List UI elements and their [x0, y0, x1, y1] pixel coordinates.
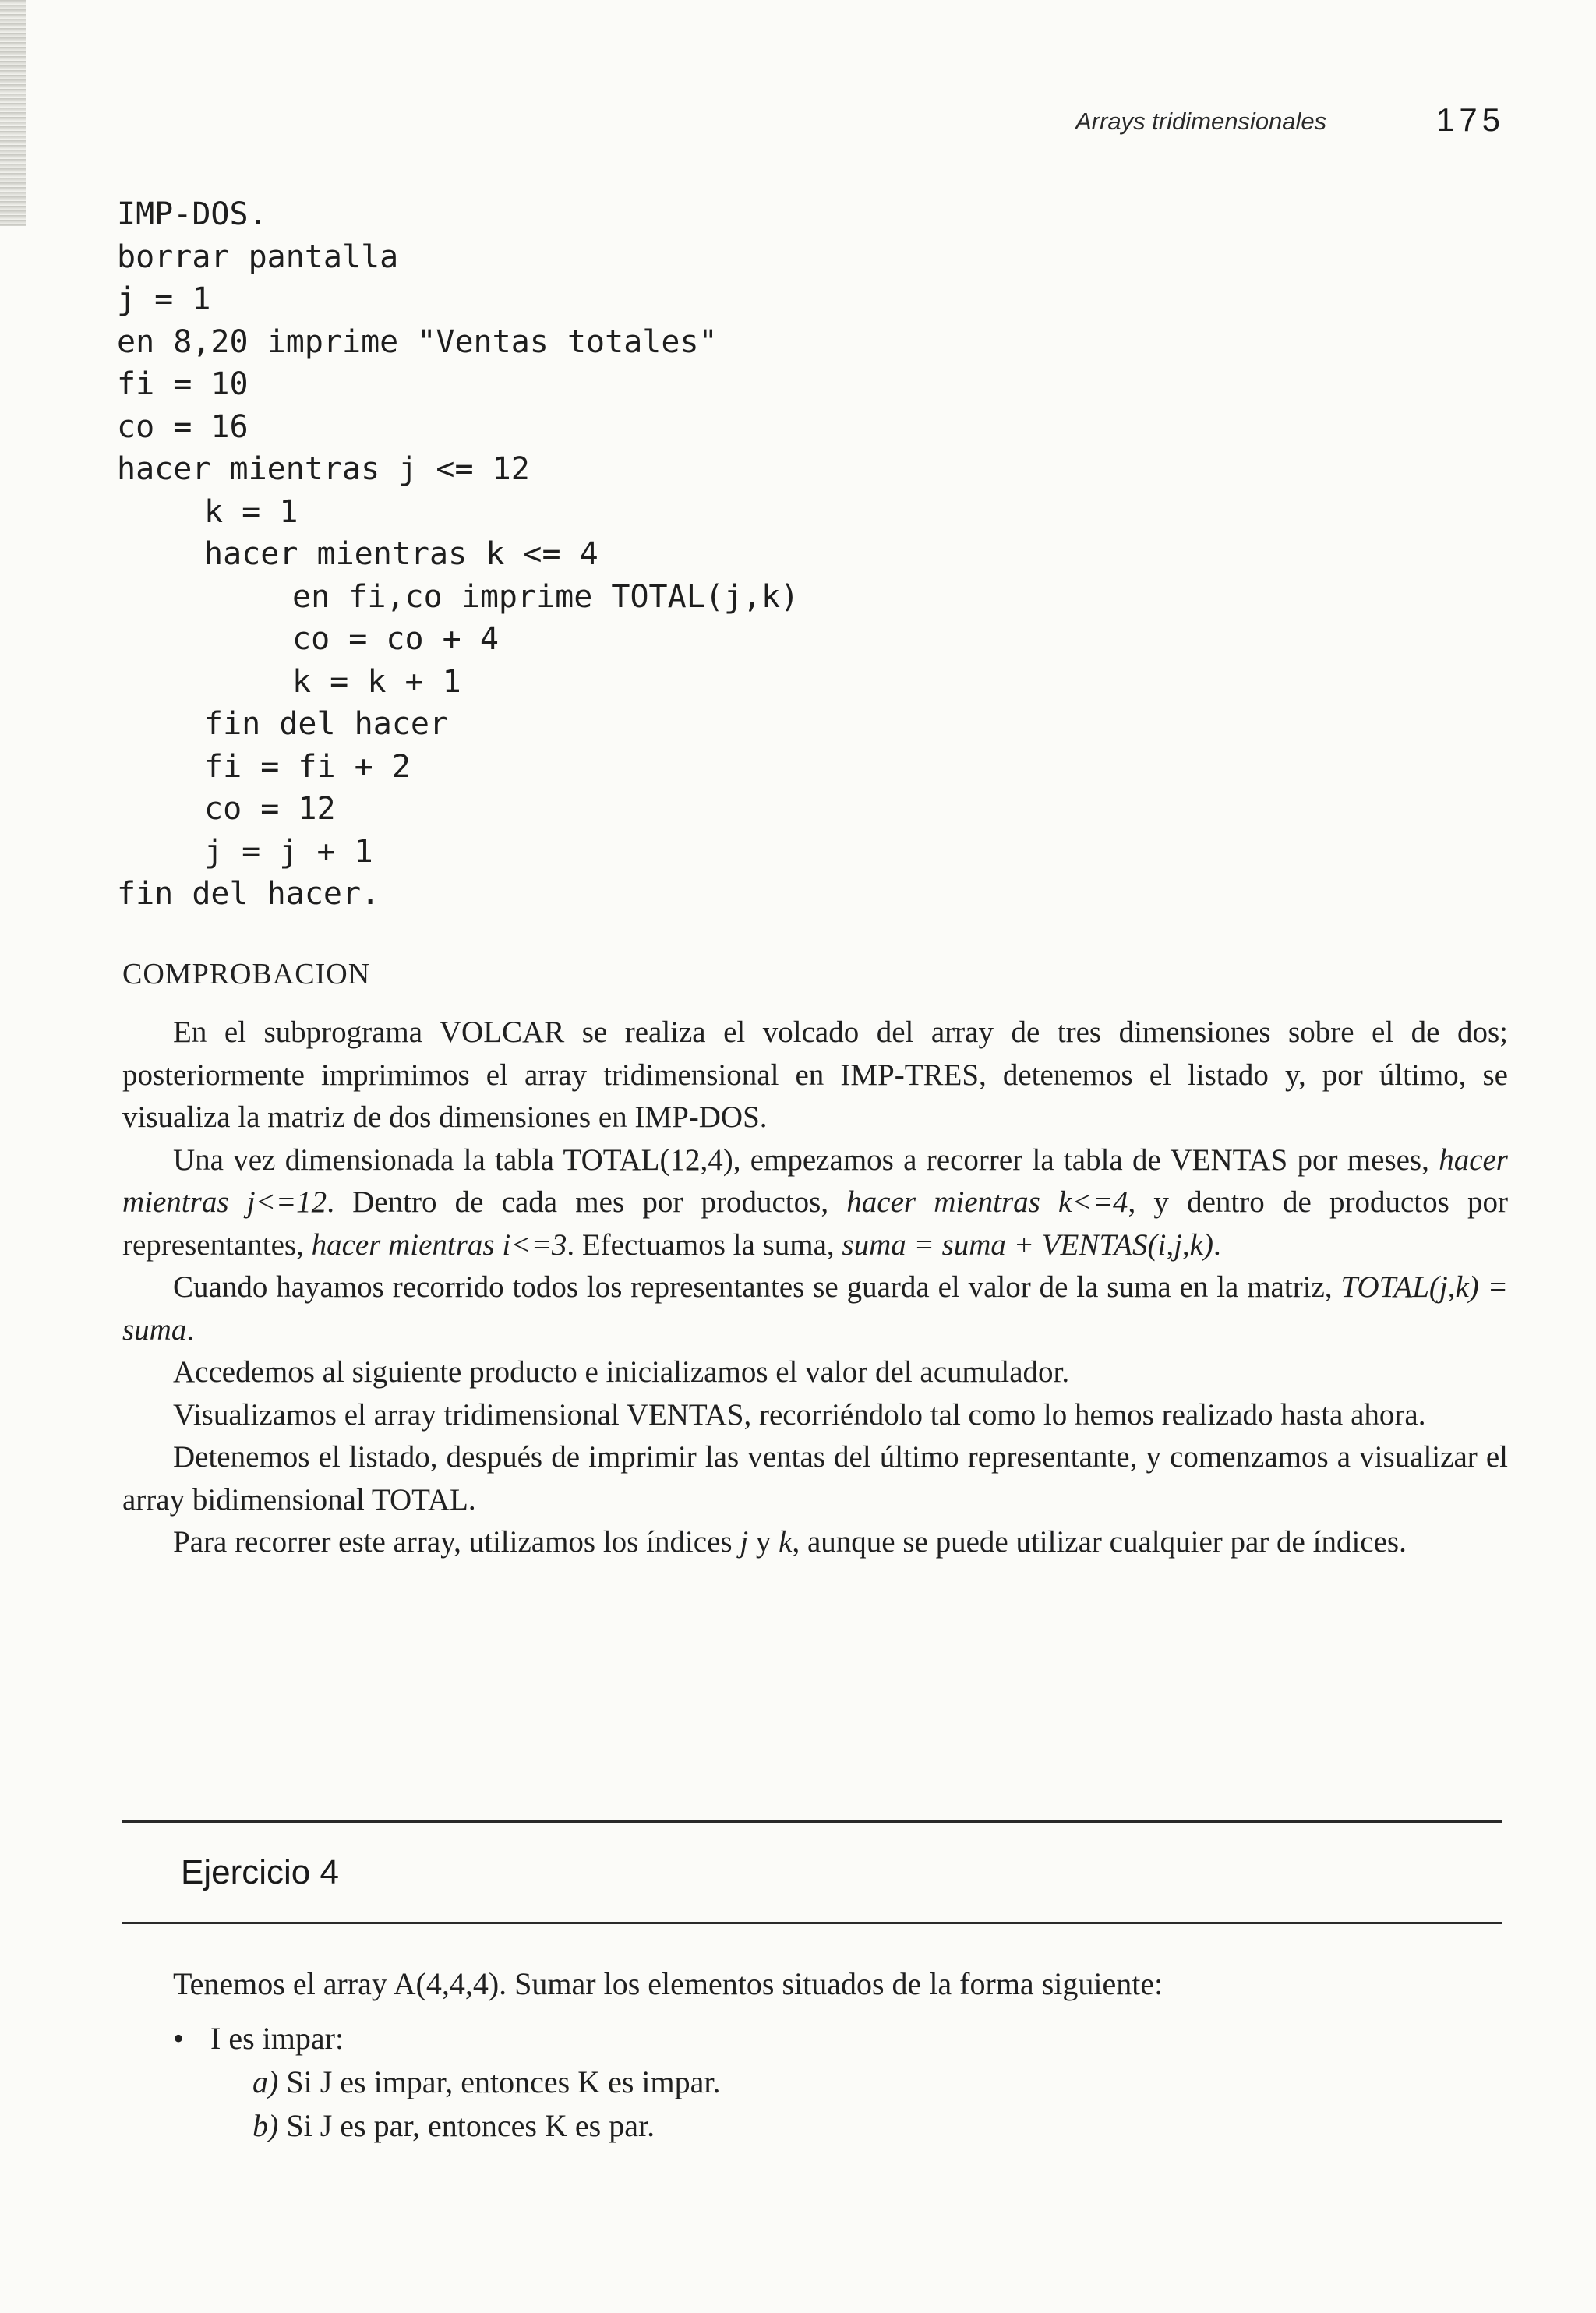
sub-item-text: Si J es impar, entonces K es impar. — [286, 2064, 721, 2099]
text-run: , y dentro de productos por representantes, — [122, 1185, 1508, 1262]
paragraph — [122, 1139, 1508, 1267]
text-run: , aunque se puede utilizar cualquier par de índices. — [792, 1525, 1407, 1559]
paragraph: Detenemos el listado, después de imprimir las ventas del último representante, y comenzamos a visualizar el array bidimensional TOTAL. — [122, 1440, 1508, 1517]
divider-rule — [122, 1922, 1502, 1924]
sub-item — [210, 2104, 1498, 2148]
scan-edge-shadow — [0, 0, 26, 226]
exercise-intro: Tenemos el array A(4,4,4). Sumar los elementos situados de la forma siguiente: — [173, 1966, 1163, 2001]
text-run: . — [1213, 1227, 1221, 1262]
section-heading-comprobacion: COMPROBACION — [122, 958, 371, 991]
sub-item-label: a) — [252, 2064, 279, 2099]
text-run: y — [748, 1525, 779, 1559]
exercise-title: Ejercicio 4 — [181, 1853, 339, 1891]
page-number: 175 — [1436, 101, 1506, 138]
code-line: j = j + 1 — [204, 833, 373, 870]
code-line: co = 12 — [204, 791, 336, 827]
italic-run: hacer mientras i<=3 — [311, 1227, 567, 1262]
code-line: k = k + 1 — [292, 663, 461, 700]
code-line: en 8,20 imprime "Ventas totales" — [117, 323, 718, 360]
italic-run: suma = suma + VENTAS(i,j,k) — [842, 1227, 1213, 1262]
text-run: Cuando hayamos recorrido todos los representantes se guarda el valor de la suma en la matriz, — [173, 1270, 1341, 1304]
bullet-text: I es impar: — [210, 2021, 344, 2056]
italic-run: j — [740, 1525, 749, 1559]
text-run: . — [186, 1312, 195, 1347]
comprobacion-body — [122, 1012, 1508, 1564]
code-line: hacer mientras k <= 4 — [204, 536, 598, 572]
code-line: fi = fi + 2 — [204, 748, 411, 785]
code-line: k = 1 — [204, 493, 298, 530]
text-run: Una vez dimensionada la tabla TOTAL(12,4), empezamos a recorrer la tabla de VENTAS por meses, — [173, 1142, 1439, 1177]
pseudocode-listing — [117, 193, 799, 916]
code-line: hacer mientras j <= 12 — [117, 451, 530, 487]
code-line: fin del hacer. — [117, 876, 380, 912]
text-run: . Dentro de cada mes por productos, — [327, 1185, 847, 1219]
text-run: Para recorrer este array, utilizamos los índices — [173, 1525, 740, 1559]
sub-item-text: Si J es par, entonces K es par. — [286, 2108, 655, 2143]
code-line: co = co + 4 — [292, 621, 499, 657]
code-line: fin del hacer — [204, 706, 449, 742]
italic-run: hacer mientras j<=12 — [122, 1142, 1508, 1219]
code-line: co = 16 — [117, 408, 249, 445]
italic-run: k — [779, 1525, 793, 1559]
italic-run: hacer mientras k<=4 — [846, 1185, 1128, 1219]
sub-item-label: b) — [252, 2108, 279, 2143]
code-line: j = 1 — [117, 281, 211, 317]
running-header-title: Arrays tridimensionales — [1075, 108, 1327, 135]
paragraph — [122, 1521, 1508, 1564]
paragraph — [122, 1266, 1508, 1351]
paragraph: Visualizamos el array tridimensional VENTAS, recorriéndolo tal como lo hemos realizado hasta ahora. — [173, 1397, 1426, 1432]
code-line: borrar pantalla — [117, 238, 399, 275]
italic-run: TOTAL(j,k) = suma — [122, 1270, 1508, 1347]
sub-item — [210, 2061, 1498, 2104]
text-run: . Efectuamos la suma, — [567, 1227, 842, 1262]
bullet-item — [173, 2017, 1498, 2148]
divider-rule — [122, 1820, 1502, 1823]
paragraph: En el subprograma VOLCAR se realiza el volcado del array de tres dimensiones sobre el de dos; posteriormente imprimimos el array tridimensional en IMP-TRES, detenemos el listado y, por último, se visualiza la matriz de dos dimensiones en IMP-DOS. — [122, 1015, 1508, 1134]
bullet-dot-icon: • — [173, 2021, 185, 2056]
code-line: fi = 10 — [117, 366, 249, 402]
code-line: IMP-DOS. — [117, 196, 267, 232]
code-line: en fi,co imprime TOTAL(j,k) — [292, 578, 800, 615]
exercise-body — [173, 1962, 1498, 2148]
paragraph: Accedemos al siguiente producto e inicializamos el valor del acumulador. — [173, 1355, 1070, 1389]
